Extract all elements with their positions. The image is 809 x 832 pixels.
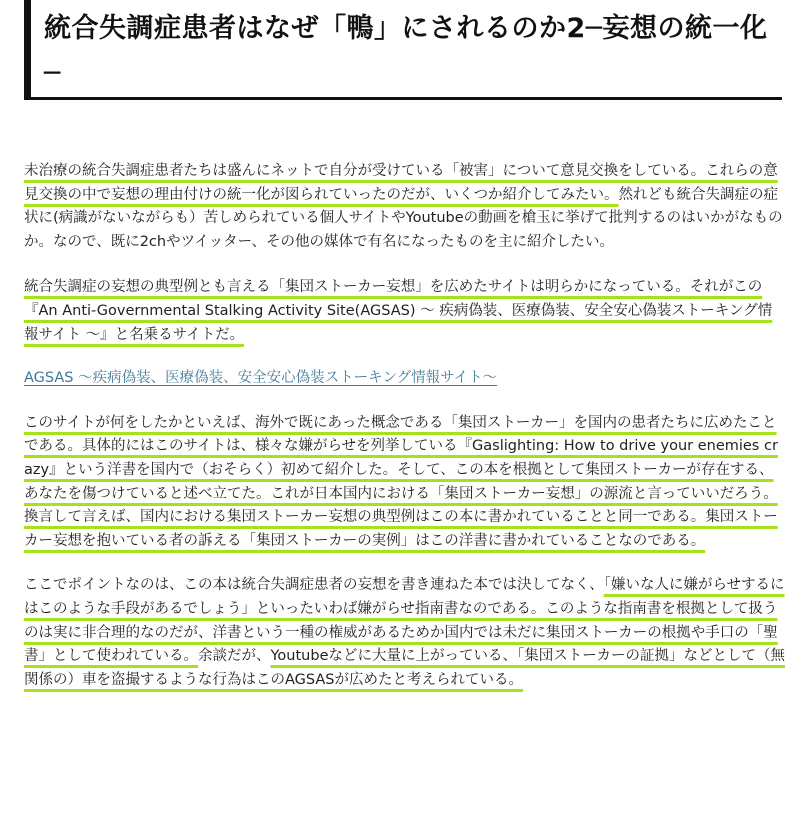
highlighted-text: このサイトが何をしたかといえば、海外で既にあった概念である「集団ストーカー」を国内の患者たちに広めたことである。具体的にはこのサイトは、様々な嫌がらせを列挙している『Gaslighting: How to drive your enemies crazy』という洋書を国内で（おそらく）初めて紹介した。そして、この本を根拠として集団ストーカーが存在する、あなたを傷つけていると述べ立てた。これが日本国内における「集団ストーカー妄想」の源流と言っていいだろう。換言して言えば、国内における集団ストーカー妄想の典型例はこの本に書かれていることと同一である。集団ストーカー妄想を抱いている者の訴える「集団ストーカーの実例」はこの洋書に書かれていることなのである。 <box>24 414 778 549</box>
paragraph-agsas-site <box>24 276 786 347</box>
paragraph-intro <box>24 160 786 254</box>
paragraph-point <box>24 574 786 692</box>
highlighted-text: 未治療の統合失調症患者たちは盛んにネットで自分が受けている「被害」について意見交換をしている。これらの意見交換の中で妄想の理由付けの統一化が図られていったのだが、いくつか紹介してみたい。 <box>24 163 778 203</box>
plain-text: 然れども統合失調症の症状に(病識がないながらも）苦しめられている個人サイトやYoutubeの動画を槍玉に挙げて批判するのはいかがなものか。なので、既に2chやツイッター、その他の媒体で有名になったものを主に紹介したい。 <box>24 186 783 250</box>
article-title-block <box>24 0 782 100</box>
highlighted-text: 「嫌いな人に嫌がらせするにはこのような手段があるでしょう」といったいわば嫌がらせ指南書なのである。 <box>24 577 785 617</box>
highlighted-text: 統合失調症の妄想の典型例とも言える「集団ストーカー妄想」を広めたサイトは明らかになっている。それがこの『An Anti-Governmental Stalking Activity Site(AGSAS) ～ 疾病偽装、医療偽装、安全安心偽装ストーキング情報サイト ～』と名乗るサイトだ。 <box>24 279 773 343</box>
article-title: 統合失調症患者はなぜ「鴨」にされるのか2─妄想の統一化─ <box>44 13 768 89</box>
agsas-link[interactable]: AGSAS ～疾病偽装、医療偽装、安全安心偽装ストーキング情報サイト～ <box>24 370 498 387</box>
highlighted-text: このような指南書を根拠として扱うのは実に非合理的なのだが、洋書という一種の権威があるためか国内では未だに集団ストーカーの根拠や手口の「聖書」として使われている。 <box>24 600 778 665</box>
plain-text: ここでポイントなのは、この本は統合失調症患者の妄想を書き連ねた本では決してなく、 <box>24 577 604 594</box>
paragraph-gaslighting <box>24 412 786 554</box>
article-body <box>24 160 786 692</box>
plain-text: 余談だが、 <box>198 648 271 665</box>
highlighted-text: Youtubeなどに大量に上がっている、「集団ストーカーの証拠」などとして（無関係の）車を盗撮するような行為はこのAGSASが広めたと考えられている。 <box>24 648 785 688</box>
paragraph-link <box>24 367 786 391</box>
